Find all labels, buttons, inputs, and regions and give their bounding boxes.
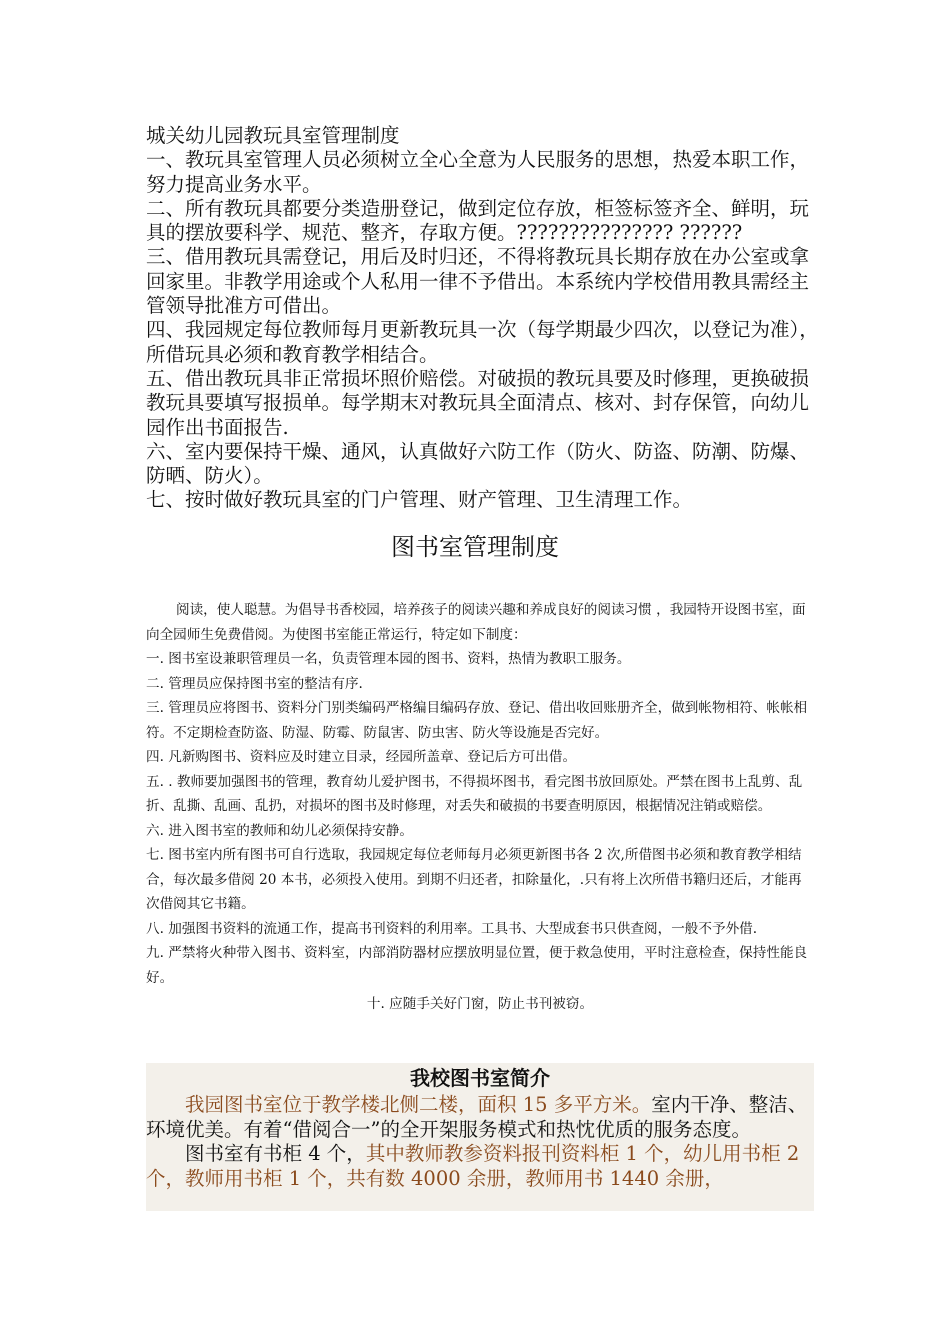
library-intro-paragraph-1 bbox=[146, 1093, 814, 1142]
library-rule-4: 四. 凡新购图书、资料应及时建立目录，经园所盖章、登记后方可出借。 bbox=[146, 749, 577, 765]
intro-location-text: 我园图书室位于教学楼北侧二楼，面积 15 多平方米。 bbox=[185, 1093, 652, 1116]
library-rule-1: 一. 图书室设兼职管理员一名，负责管理本园的图书、资料，热情为教职工服务。 bbox=[146, 651, 631, 667]
library-rule-8: 八. 加强图书资料的流通工作，提高书刊资料的利用率。工具书、大型成套书只供查阅，一般不予外借. bbox=[146, 920, 758, 937]
toy-room-title: 城关幼儿园教玩具室管理制度 bbox=[146, 124, 400, 147]
library-rule-2: 二. 管理员应保持图书室的整洁有序. bbox=[146, 675, 363, 692]
library-rule-10: 十. 应随手关好门窗，防止书刊被窃。 bbox=[366, 996, 594, 1012]
toy-room-item-1: 一、教玩具室管理人员必须树立全心全意为人民服务的思想，热爱本职工作，努力提高业务水平。 bbox=[146, 148, 810, 196]
library-rule-7: 七. 图书室内所有图书可自行选取，我园规定每位老师每月必须更新图书各 2 次,所借图书必须和教育教学相结合，每次最多借阅 20 本书，必须投入使用。到期不归还者，扣除量化，.只有将上次所借书籍归还后，才能再次借阅其它书籍。 bbox=[146, 847, 802, 912]
library-intro bbox=[146, 1063, 814, 1191]
toy-room-item-4: 四、我园规定每位教师每月更新教玩具一次（每学期最少四次，以登记为准），所借玩具必须和教育教学相结合。 bbox=[146, 318, 819, 366]
intro-cabinets-text: 图书室有书柜 4 个， bbox=[185, 1142, 366, 1165]
intro-collection-text: 其中教师教参资料报刊资料柜 1 个，幼儿用书柜 2 个，教师用书柜 1 个，共有数 4000 余册，教师用书 1440 余册， bbox=[146, 1142, 800, 1190]
toy-room-item-3: 三、借用教玩具需登记，用后及时归还，不得将教玩具长期存放在办公室或拿回家里。非教学用途或个人私用一律不予借出。本系统内学校借用教具需经主管领导批准方可借出。 bbox=[146, 245, 810, 318]
library-rule-9: 九. 严禁将火种带入图书、资料室，内部消防器材应摆放明显位置，便于救急使用，平时注意检查，保持性能良好。 bbox=[146, 945, 808, 986]
library-rule-3: 三. 管理员应将图书、资料分门别类编码严格编目编码存放、登记、借出收回账册齐全，做到帐物相符、帐帐相符。不定期检查防盗、防湿、防霉、防鼠害、防虫害、防火等设施是否完好。 bbox=[146, 700, 808, 741]
toy-room-item-2: 二、所有教玩具都要分类造册登记，做到定位存放，柜签标签齐全、鲜明，玩具的摆放要科学、规范、整齐，存取方便。??????????????? ?????? bbox=[146, 196, 810, 245]
toy-room-item-6: 六、室内要保持干燥、通风，认真做好六防工作（防火、防盗、防潮、防爆、防晒、防火）。 bbox=[146, 439, 810, 488]
library-rule-6: 六. 进入图书室的教师和幼儿必须保持安静。 bbox=[146, 822, 413, 839]
toy-room-rules bbox=[146, 124, 826, 513]
toy-room-item-5: 五、借出教玩具非正常损坏照价赔偿。对破损的教玩具要及时修理，更换破损教玩具要填写报损单。每学期末对教玩具全面清点、核对、封存保管，向幼儿园作出书面报告. bbox=[146, 366, 810, 439]
library-rules-intro: 阅读，使人聪慧。为倡导书香校园，培养孩子的阅读兴趣和养成良好的阅读习惯 ，我园特开设图书室，面向全园师生免费借阅。为使图书室能正常运行，特定如下制度： bbox=[146, 602, 806, 643]
toy-room-item-7: 七、按时做好教玩具室的门户管理、财产管理、卫生清理工作。 bbox=[146, 488, 693, 512]
library-rules-title: 图书室管理制度 bbox=[391, 533, 559, 561]
library-rule-5: 五. . 教师要加强图书的管理，教育幼儿爱护图书，不得损坏图书，看完图书放回原处。严禁在图书上乱剪、乱折、乱撕、乱画、乱扔，对损坏的图书及时修理，对丢失和破损的书要查明原因，根据情况注销或赔偿。 bbox=[146, 773, 803, 814]
library-intro-paragraph-2 bbox=[146, 1142, 814, 1191]
library-rules bbox=[146, 598, 814, 1017]
intro-environment-text: 室内干净、整洁、环境优美。有着“借阅合一”的全开架服务模式和热忱优质的服务态度。 bbox=[146, 1093, 808, 1141]
library-intro-title: 我校图书室简介 bbox=[410, 1066, 550, 1090]
